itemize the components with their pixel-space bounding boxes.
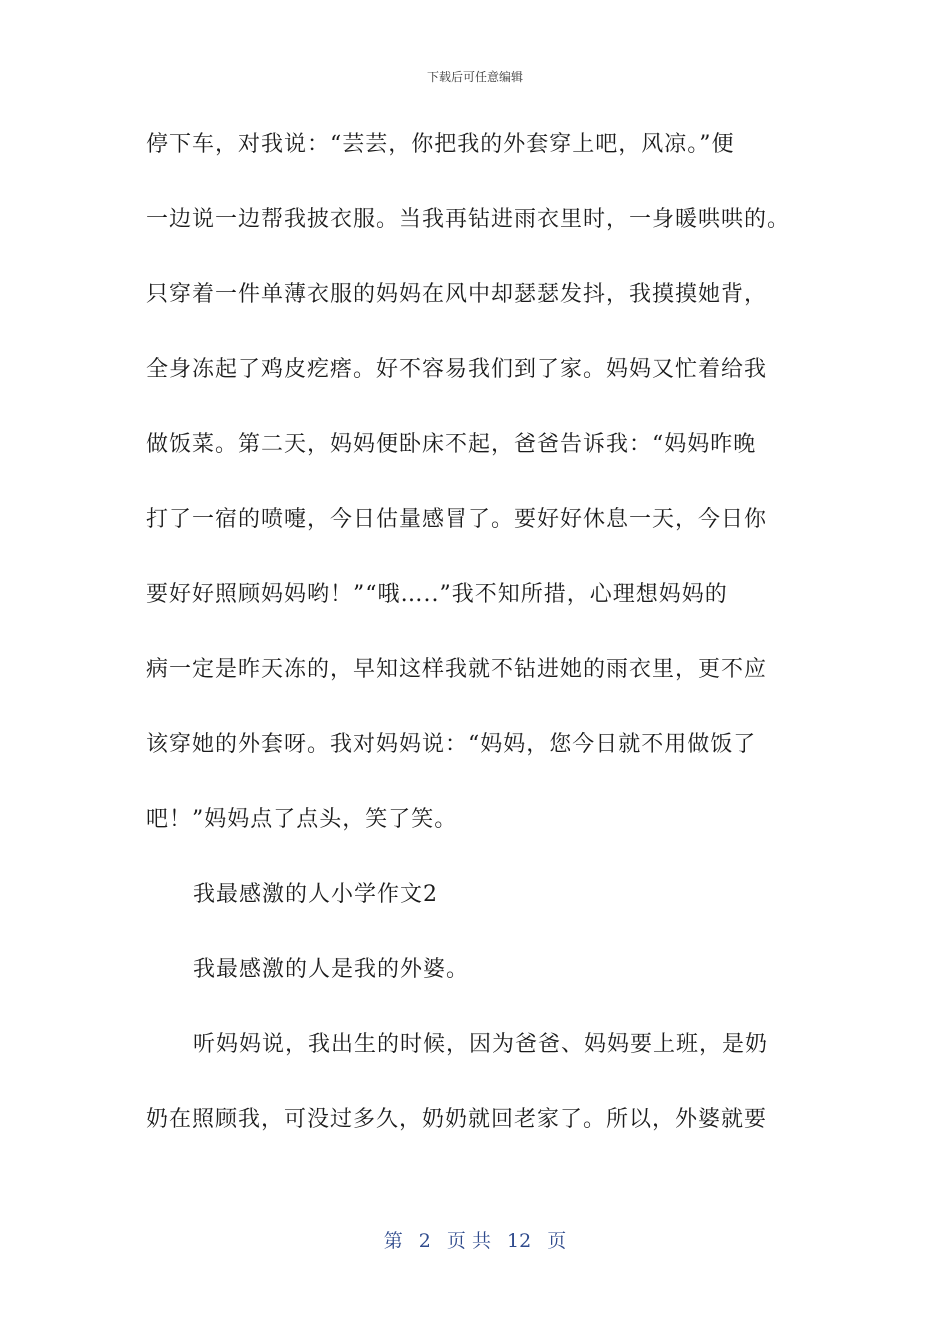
text-line: 奶在照顾我，可没过多久，奶奶就回老家了。所以，外婆就要 bbox=[146, 1107, 768, 1132]
text-line: 要好好照顾妈妈哟！”“哦…..”我不知所措，心理想妈妈的 bbox=[146, 582, 728, 607]
section-title: 我最感激的人小学作文2 bbox=[193, 882, 438, 907]
total-page-number: 12 bbox=[507, 1230, 532, 1252]
footer-prefix: 第 bbox=[383, 1230, 403, 1252]
text-line: 做饭菜。第二天，妈妈便卧床不起，爸爸告诉我：“妈妈昨晚 bbox=[146, 432, 757, 457]
footer-middle: 页 共 bbox=[446, 1230, 491, 1252]
document-body bbox=[146, 126, 816, 1176]
text-line: 一边说一边帮我披衣服。当我再钻进雨衣里时，一身暖哄哄的。 bbox=[146, 207, 791, 232]
footer-suffix: 页 bbox=[547, 1230, 567, 1252]
text-line: 全身冻起了鸡皮疙瘩。好不容易我们到了家。妈妈又忙着给我 bbox=[146, 357, 768, 382]
text-line: 该穿她的外套呀。我对妈妈说：“妈妈，您今日就不用做饭了 bbox=[146, 732, 757, 757]
page-header: 下载后可任意编辑 bbox=[426, 70, 523, 84]
text-line: 病一定是昨天冻的，早知这样我就不钻进她的雨衣里，更不应 bbox=[146, 657, 768, 682]
text-line: 打了一宿的喷嚏，今日估量感冒了。要好好休息一天，今日你 bbox=[146, 507, 768, 532]
paragraph-first-line: 听妈妈说，我出生的时候，因为爸爸、妈妈要上班，是奶 bbox=[193, 1032, 769, 1057]
text-line: 吧！”妈妈点了点头，笑了笑。 bbox=[146, 807, 458, 832]
text-line: 停下车，对我说：“芸芸，你把我的外套穿上吧，风凉。”便 bbox=[146, 132, 735, 157]
page-footer bbox=[0, 1226, 950, 1253]
paragraph-first-line: 我最感激的人是我的外婆。 bbox=[193, 957, 470, 982]
text-line: 只穿着一件单薄衣服的妈妈在风中却瑟瑟发抖，我摸摸她背， bbox=[146, 282, 768, 307]
current-page-number: 2 bbox=[418, 1230, 431, 1252]
